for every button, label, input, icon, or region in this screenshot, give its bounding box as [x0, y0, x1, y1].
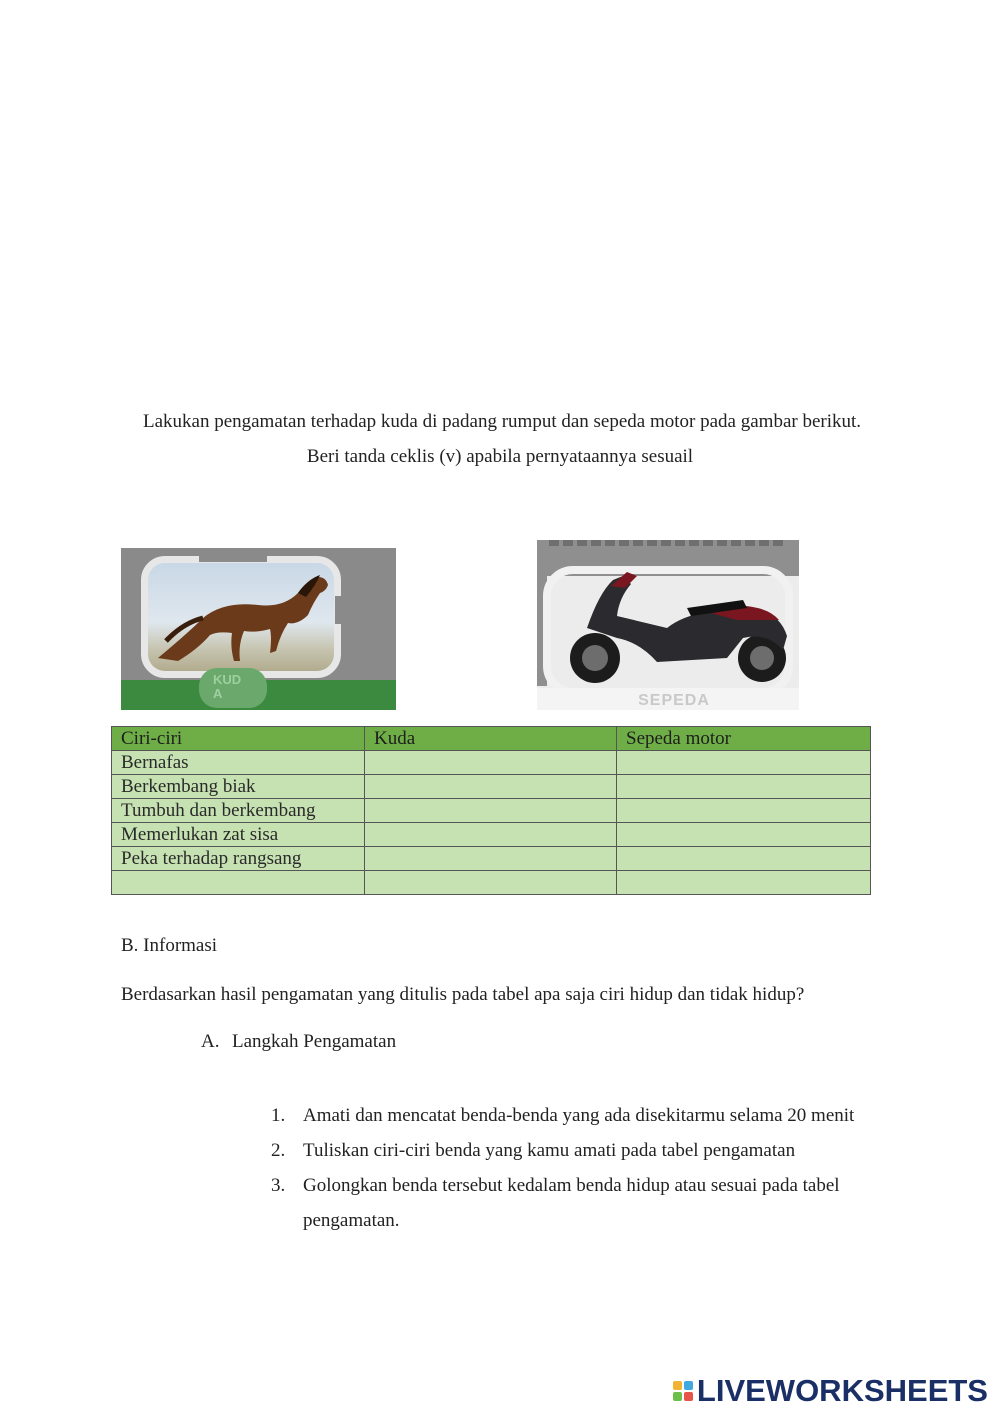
instruction-line-2: Beri tanda ceklis (v) apabila pernyataannya sesuail	[306, 446, 694, 467]
header-cell-ciri: Ciri-ciri	[112, 727, 365, 751]
sepeda-check-cell[interactable]	[617, 823, 871, 847]
subheading-text: Langkah Pengamatan	[232, 1031, 397, 1052]
row-feature-cell: Bernafas	[112, 751, 365, 775]
kuda-check-cell[interactable]	[365, 823, 617, 847]
row-feature-cell: Memerlukan zat sisa	[112, 823, 365, 847]
kuda-check-cell[interactable]	[365, 799, 617, 823]
step-number: 3.	[271, 1175, 286, 1196]
table-row	[112, 847, 871, 871]
list-item	[271, 1133, 881, 1168]
horse-image	[121, 548, 396, 710]
table-header-row	[112, 727, 871, 751]
logo-square	[673, 1381, 682, 1390]
subheading-langkah	[201, 1031, 396, 1053]
kuda-check-cell[interactable]	[365, 775, 617, 799]
horse-illustration	[148, 563, 338, 673]
table-row	[112, 871, 871, 895]
steps-list	[271, 1098, 881, 1238]
table-row	[112, 751, 871, 775]
liveworksheets-brand	[673, 1373, 988, 1409]
logo-square	[684, 1381, 693, 1390]
step-text: Tuliskan ciri-ciri benda yang kamu amati pada tabel pengamatan	[303, 1140, 796, 1161]
step-text: Amati dan mencatat benda-benda yang ada disekitarmu selama 20 menit	[303, 1105, 855, 1126]
section-heading-informasi: B. Informasi	[121, 935, 218, 956]
observation-table	[111, 726, 871, 895]
logo-square	[684, 1392, 693, 1401]
list-item	[271, 1168, 881, 1238]
motorcycle-label: SEPEDA	[638, 692, 710, 709]
horse-label-text: KUD A	[213, 672, 242, 701]
question-text: Berdasarkan hasil pengamatan yang ditulis pada tabel apa saja ciri hidup dan tidak hidup?	[121, 984, 805, 1005]
step-text: Golongkan benda tersebut kedalam benda hidup atau sesuai pada tabel pengamatan.	[303, 1175, 840, 1231]
motorcycle-illustration	[547, 558, 792, 688]
brand-name: LIVEWORKSHEETS	[696, 1373, 988, 1408]
list-item	[271, 1098, 881, 1133]
sepeda-check-cell[interactable]	[617, 847, 871, 871]
row-feature-cell: Peka terhadap rangsang	[112, 847, 365, 871]
motorcycle-image	[537, 540, 799, 710]
header-cell-kuda: Kuda	[365, 727, 617, 751]
horse-photo-frame	[141, 556, 341, 678]
table-row	[112, 799, 871, 823]
table-row	[112, 775, 871, 799]
instruction-line-1: Lakukan pengamatan terhadap kuda di padang rumput dan sepeda motor pada gambar berikut.	[142, 411, 862, 432]
step-number: 1.	[271, 1105, 286, 1126]
header-cell-sepeda-motor: Sepeda motor	[617, 727, 871, 751]
subheading-letter: A.	[201, 1031, 220, 1052]
horse-label	[199, 668, 267, 708]
sepeda-check-cell[interactable]	[617, 799, 871, 823]
kuda-check-cell[interactable]	[365, 871, 617, 895]
table-row	[112, 823, 871, 847]
sepeda-check-cell[interactable]	[617, 775, 871, 799]
row-feature-cell: Tumbuh dan berkembang	[112, 799, 365, 823]
sepeda-check-cell[interactable]	[617, 751, 871, 775]
kuda-check-cell[interactable]	[365, 847, 617, 871]
step-number: 2.	[271, 1140, 286, 1161]
row-feature-cell[interactable]	[112, 871, 365, 895]
liveworksheets-logo-icon	[673, 1381, 693, 1401]
sepeda-check-cell[interactable]	[617, 871, 871, 895]
logo-square	[673, 1392, 682, 1401]
row-feature-cell: Berkembang biak	[112, 775, 365, 799]
kuda-check-cell[interactable]	[365, 751, 617, 775]
